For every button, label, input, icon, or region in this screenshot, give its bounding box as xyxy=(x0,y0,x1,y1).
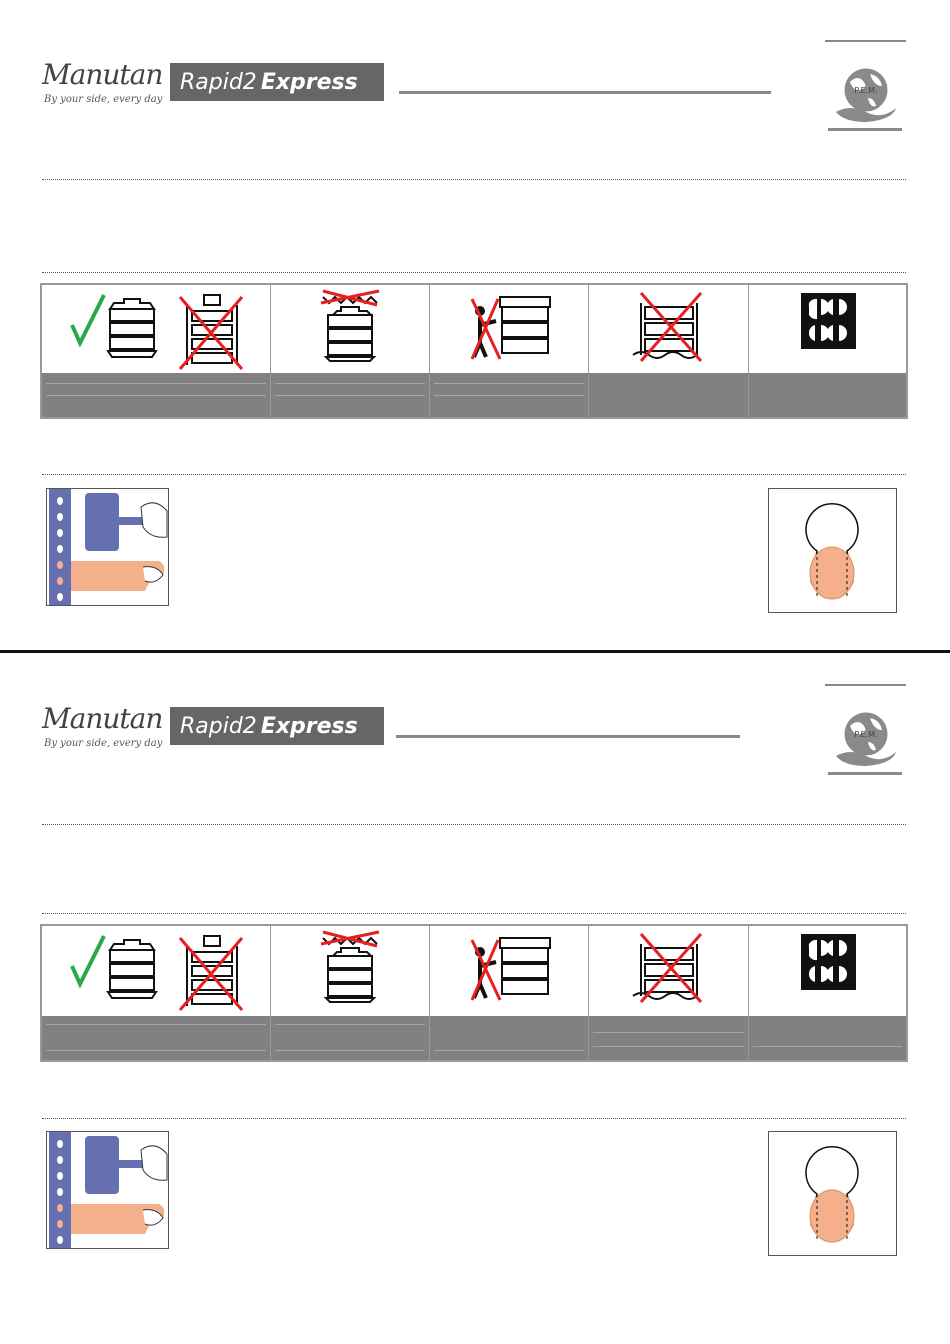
warning-icon-table xyxy=(40,924,908,1062)
manual-section-top xyxy=(0,0,950,644)
product-name-suffix: Express xyxy=(260,713,358,739)
no-climbing-icon xyxy=(430,285,588,373)
section-rule-1 xyxy=(42,179,906,180)
globe-hand-icon xyxy=(828,704,904,776)
title-underline xyxy=(396,735,740,738)
globe-hand-icon xyxy=(828,60,904,132)
seal-top-rule xyxy=(825,684,906,686)
product-name-prefix: Rapid2 xyxy=(180,69,257,95)
stack-ok-and-unstable-stack-icon xyxy=(42,285,270,373)
icon-cell-water xyxy=(589,926,749,1060)
product-logo xyxy=(170,63,384,101)
product-name-suffix: Express xyxy=(260,69,358,95)
keyhole-detail xyxy=(768,488,897,613)
pem-seal xyxy=(828,704,904,776)
manutan-tagline: By your side, every day xyxy=(44,738,163,749)
svg-text:P.E.M.: P.E.M. xyxy=(854,730,878,739)
icon-cell-keyhole xyxy=(749,285,906,417)
seal-top-rule xyxy=(825,40,906,42)
stack-ok-and-unstable-stack-icon xyxy=(42,926,270,1014)
icon-cell-climbing xyxy=(430,285,589,417)
section-rule-2 xyxy=(42,272,906,273)
product-logo xyxy=(170,707,384,745)
icon-cell-keyhole xyxy=(749,926,906,1060)
pem-seal xyxy=(828,60,904,132)
icon-cell-climbing xyxy=(430,926,589,1060)
icon-cell-water xyxy=(589,285,749,417)
manutan-logo: Manutan xyxy=(42,702,163,735)
keyhole-slots-icon xyxy=(749,926,906,1014)
product-name-prefix: Rapid2 xyxy=(180,713,257,739)
no-water-icon xyxy=(589,926,748,1014)
keyhole-slots-icon xyxy=(749,285,906,373)
svg-text:P.E.M.: P.E.M. xyxy=(854,86,878,95)
icon-cell-rain xyxy=(271,285,430,417)
assembly-photo xyxy=(46,1131,169,1249)
mallet-assembly-illustration xyxy=(47,489,168,605)
manutan-logo: Manutan xyxy=(42,58,163,91)
manual-section-bottom xyxy=(0,644,950,1288)
section-rule-1 xyxy=(42,824,906,825)
mallet-assembly-illustration xyxy=(47,1132,168,1248)
keyhole-pin-icon xyxy=(769,1132,896,1255)
section-rule-2 xyxy=(42,913,906,914)
no-rain-icon xyxy=(271,285,429,373)
title-underline xyxy=(399,91,771,94)
no-water-icon xyxy=(589,285,748,373)
section-rule-3 xyxy=(42,474,906,475)
keyhole-detail xyxy=(768,1131,897,1256)
warning-icon-table xyxy=(40,283,908,419)
no-climbing-icon xyxy=(430,926,588,1014)
assembly-photo xyxy=(46,488,169,606)
keyhole-pin-icon xyxy=(769,489,896,612)
icon-cell-stacking xyxy=(42,285,271,417)
section-rule-3 xyxy=(42,1118,906,1119)
icon-cell-stacking xyxy=(42,926,271,1060)
no-rain-icon xyxy=(271,926,429,1014)
icon-cell-rain xyxy=(271,926,430,1060)
manutan-tagline: By your side, every day xyxy=(44,94,163,105)
